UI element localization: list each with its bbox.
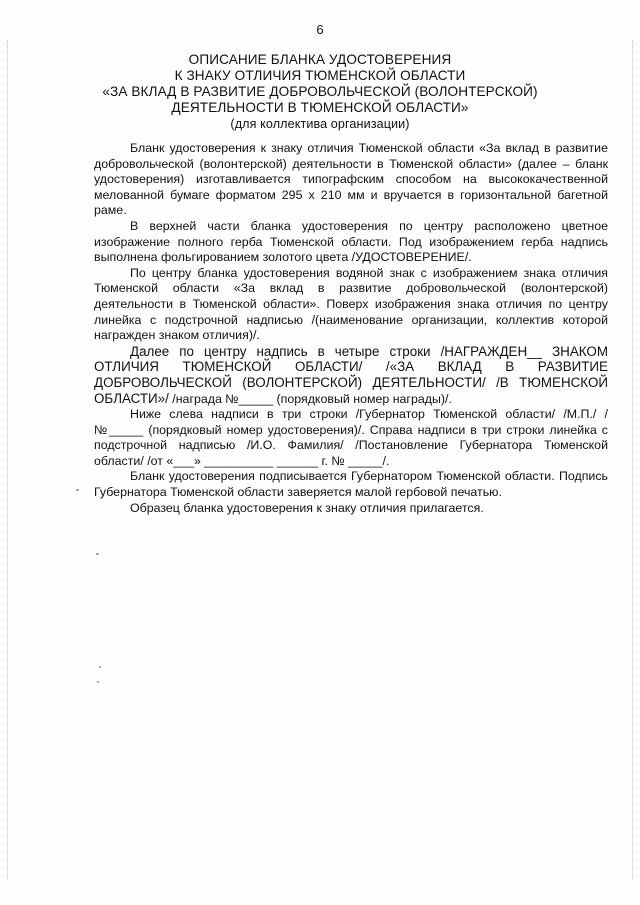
document-title: [60, 52, 580, 132]
scan-speck: [99, 666, 101, 668]
right-margin-dots: [632, 40, 634, 880]
document-body: [94, 141, 608, 516]
title-line-2: К ЗНАКУ ОТЛИЧИЯ ТЮМЕНСКОЙ ОБЛАСТИ: [174, 68, 466, 83]
left-margin-dots: [7, 40, 9, 880]
scan-speck: [76, 489, 79, 491]
title-subtitle: (для коллектива организации): [230, 117, 410, 131]
paragraph-signature-block: Ниже слева надписи в три строки /Губернатор Тюменской области/ /М.П./ /№_____ (порядковый номер удостоверения)/. Справа надписи в три строки линейка с подстрочной надписью /И.О. Фамилия/ /Постановление Губернатора Тюменской области/ /от «___» __________ ______ г. № _____/.: [94, 407, 608, 468]
title-line-4: ДЕЯТЕЛЬНОСТИ В ТЮМЕНСКОЙ ОБЛАСТИ»: [171, 100, 469, 115]
paragraph-watermark: По центру бланка удостоверения водяной знак с изображением знака отличия Тюменской области «За вклад в развитие добровольческой (волонтерской) деятельности в Тюменской области». Поверх изображения знака отличия по центру линейка с подстрочной надписью /(наименование организации, коллектив которой награжден знаком отличия)/.: [94, 265, 608, 343]
paragraph-coat-of-arms: В верхней части бланка удостоверения по центру расположено цветное изображение полного герба Тюменской области. Под изображением герба надпись выполнена фольгированием золотого цвета /УДОСТОВЕРЕНИЕ/.: [94, 218, 608, 265]
title-line-1: ОПИСАНИЕ БЛАНКА УДОСТОВЕРЕНИЯ: [188, 52, 452, 67]
paragraph-award-inscription: [94, 344, 608, 407]
award-inscription-caps: Далее по центру надпись в четыре строки /НАГРАЖДЕН__ ЗНАКОМ ОТЛИЧИЯ ТЮМЕНСКОЙ ОБЛАСТИ/ /«ЗА ВКЛАД В РАЗВИТИЕ ДОБРОВОЛЬЧЕСКОЙ (ВОЛОНТЕРСКОЙ) ДЕЯТЕЛЬНОСТИ/ /В ТЮМЕНСКОЙ ОБЛАСТИ»/: [94, 343, 608, 406]
title-line-3: «ЗА ВКЛАД В РАЗВИТИЕ ДОБРОВОЛЬЧЕСКОЙ (ВОЛОНТЕРСКОЙ): [102, 84, 538, 99]
page-number: 6: [316, 22, 324, 37]
scan-speck: [97, 681, 99, 683]
paragraph-signing: Бланк удостоверения подписывается Губернатором Тюменской области. Подпись Губернатора Тюменской области заверяется малой гербовой печатью.: [94, 469, 608, 500]
scan-speck: [96, 553, 99, 555]
paragraph-sample-attached: Образец бланка удостоверения к знаку отличия прилагается.: [130, 500, 484, 515]
award-inscription-number: /награда №_____ (порядковый номер награды)/.: [168, 391, 452, 406]
paragraph-blank-production: Бланк удостоверения к знаку отличия Тюменской области «За вклад в развитие добровольческой (волонтерской) деятельности в Тюменской области» (далее – бланк удостоверения) изготавливается типографским способом на высококачественной мелованной бумаге форматом 295 х 210 мм и вручается в горизонтальной багетной раме.: [94, 141, 608, 218]
